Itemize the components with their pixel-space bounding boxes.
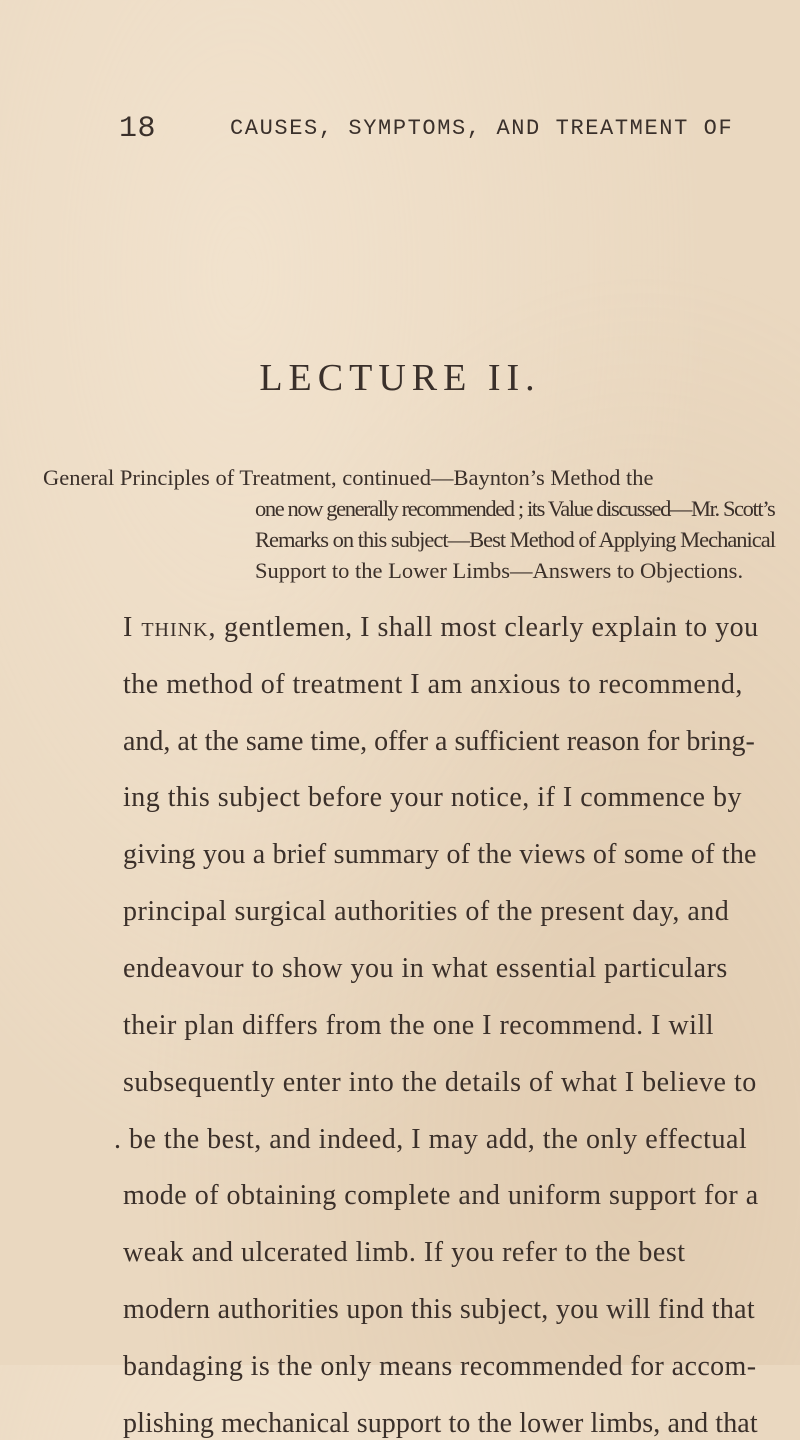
lead-word: I think, — [123, 612, 217, 643]
running-head — [119, 112, 759, 152]
summary-line: General Principles of Treatment, continued—Baynton’s Method the — [43, 465, 654, 490]
body-line: giving you a brief summary of the views of some of the — [123, 839, 757, 870]
body-line-text: gentlemen, I shall most clearly explain to you — [216, 612, 759, 643]
chapter-summary — [43, 462, 776, 586]
body-line: modern authorities upon this subject, you will find that — [123, 1294, 755, 1325]
body-line: mode of obtaining complete and uniform support for a — [123, 1180, 759, 1211]
summary-line: Support to the Lower Limbs—Answers to Objections. — [255, 558, 744, 583]
running-head-title: CAUSES, SYMPTOMS, AND TREATMENT OF — [230, 116, 734, 141]
summary-line: Remarks on this subject—Best Method of Applying Mechanical — [255, 527, 776, 552]
body-line: . be the best, and indeed, I may add, the only effectual — [114, 1124, 748, 1155]
body-line — [123, 612, 759, 644]
summary-line: one now generally recommended ; its Value discussed—Mr. Scott’s — [255, 496, 775, 521]
body-line: ing this subject before your notice, if I commence by — [123, 782, 742, 813]
body-line: plishing mechanical support to the lower limbs, and that — [123, 1408, 758, 1439]
page-number: 18 — [119, 112, 157, 146]
body-line: weak and ulcerated limb. If you refer to the best — [123, 1237, 686, 1268]
lecture-heading: LECTURE II. — [259, 357, 541, 399]
body-line: and, at the same time, offer a sufficient reason for bring- — [123, 726, 755, 757]
body-line: subsequently enter into the details of what I believe to — [123, 1067, 757, 1098]
body-line: bandaging is the only means recommended for accom- — [123, 1351, 757, 1382]
body-line: their plan differs from the one I recommend. I will — [123, 1010, 715, 1041]
body-line: the method of treatment I am anxious to recommend, — [123, 669, 743, 700]
body-line: endeavour to show you in what essential particulars — [123, 953, 728, 984]
body-line: principal surgical authorities of the present day, and — [123, 896, 730, 927]
